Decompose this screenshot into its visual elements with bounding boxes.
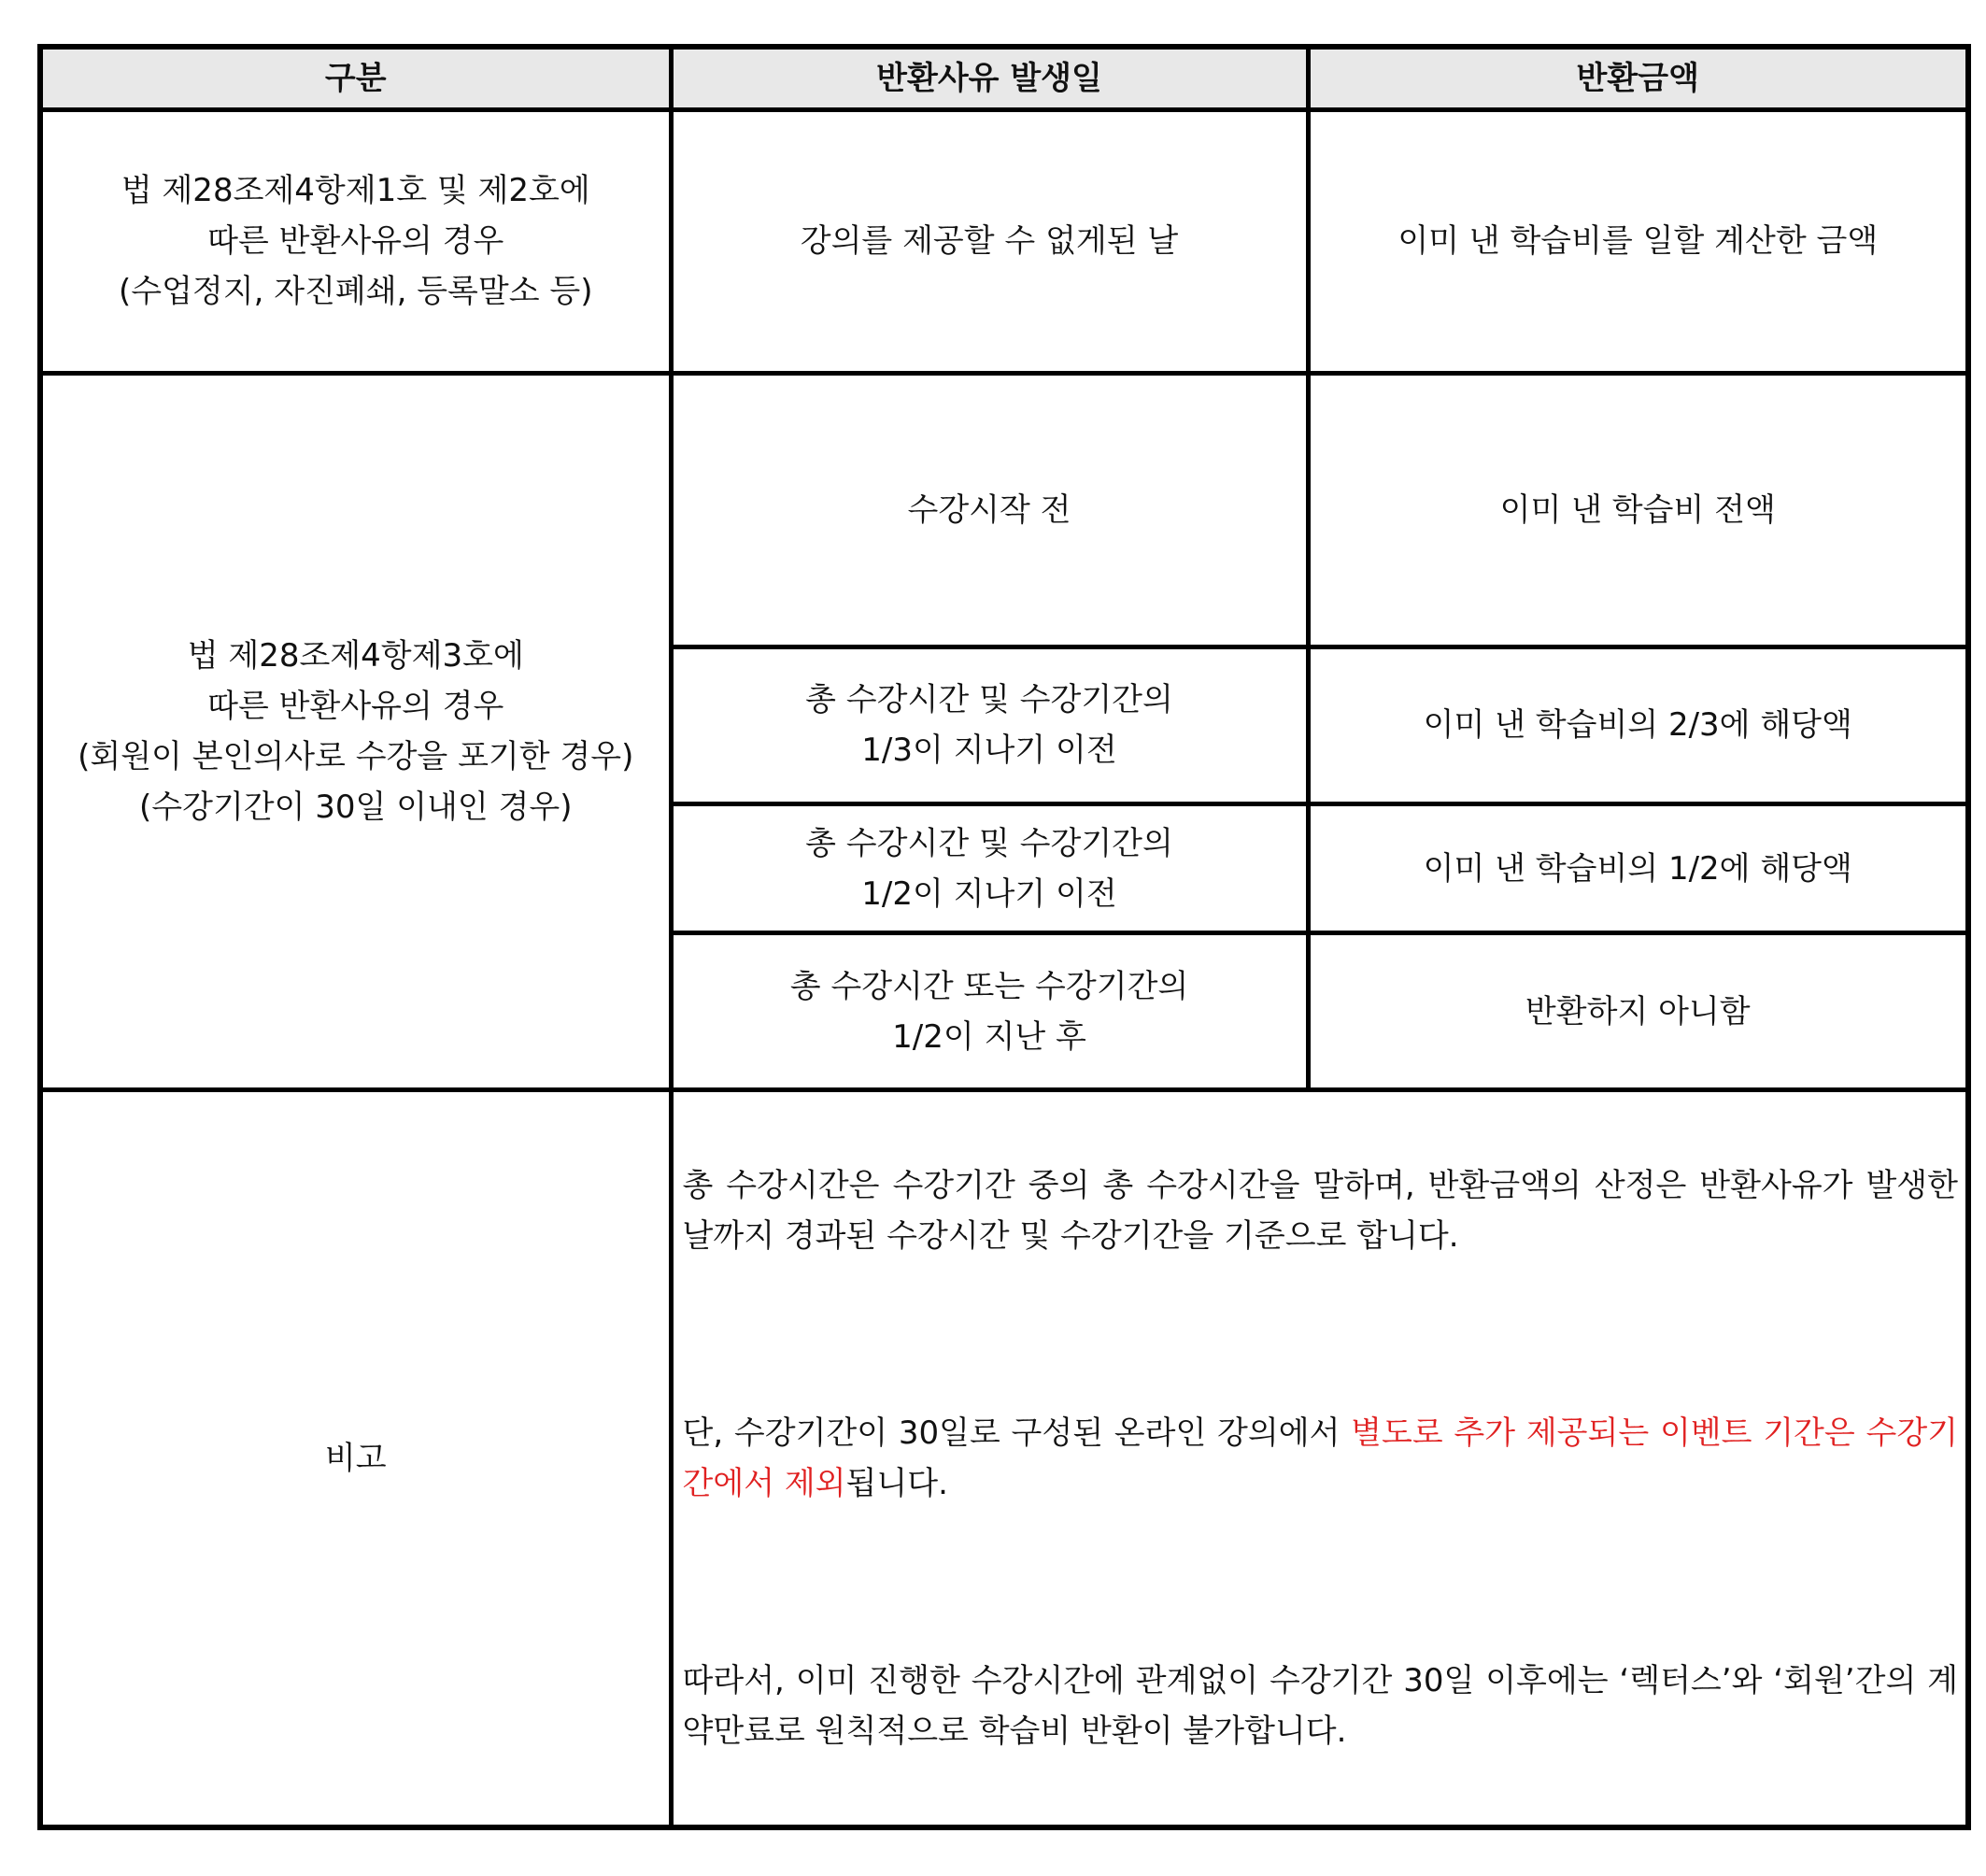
section2-date-cell [671,803,1308,932]
section2-category-line: (수강기간이 30일 이내인 경우) [139,789,573,827]
section2-amount-cell: 이미 낸 학습비의 2/3에 해당액 [1308,647,1968,803]
section2-date-cell [671,373,1308,647]
section2-amount-cell: 반환하지 아니함 [1308,933,1968,1090]
section1-date-cell [671,110,1308,374]
header-category: 구분 [40,47,671,110]
remarks-paragraph-2-tail: 됩니다. [845,1465,948,1503]
section2-category-line: (회원이 본인의사로 수강을 포기한 경우) [78,738,634,776]
table-header-row [40,47,1968,110]
date-line: 총 수강시간 또는 수강기간의 [789,967,1189,1005]
remarks-paragraph-1: 총 수강시간은 수강기간 중의 총 수강시간을 말하며, 반환금액의 산정은 반환사유가 발생한 날까지 경과된 수강시간 및 수강기간을 기준으로 합니다. [682,1167,1958,1256]
table-row [40,373,1968,647]
date-line: 1/2이 지나기 이전 [861,874,1117,913]
section2-date-cell [671,933,1308,1090]
date-line: 1/2이 지난 후 [892,1017,1086,1056]
section1-category-line: 법 제28조제4항제1호 및 제2호에 [121,172,590,210]
remarks-content-cell [671,1090,1968,1827]
date-line: 수강시작 전 [907,490,1071,529]
section2-amount-cell: 이미 낸 학습비 전액 [1308,373,1968,647]
section1-category-line: (수업정지, 자진폐쇄, 등록말소 등) [118,273,593,311]
section2-date-cell [671,647,1308,803]
date-line: 1/3이 지나기 이전 [861,732,1117,770]
remarks-paragraph-2 [683,1408,1959,1509]
section1-amount-cell: 이미 낸 학습비를 일할 계산한 금액 [1308,110,1968,374]
remarks-label-cell: 비고 [40,1090,671,1827]
section2-amount-cell: 이미 낸 학습비의 1/2에 해당액 [1308,803,1968,932]
table-row [40,1090,1968,1827]
remarks-paragraph-3: 따라서, 이미 진행한 수강시간에 관계없이 수강기간 30일 이후에는 ‘렉터스’와 ‘회원’간의 계약만료로 원칙적으로 학습비 반환이 불가합니다. [682,1662,1958,1751]
section1-category-line: 따른 반환사유의 경우 [207,222,504,261]
header-refund-amount: 반환금액 [1308,47,1968,110]
header-occurrence-date: 반환사유 발생일 [671,47,1308,110]
date-line: 총 수강시간 및 수강기간의 [805,681,1173,719]
section1-category-cell [40,110,671,374]
date-line: 강의를 제공할 수 없게된 날 [800,222,1179,261]
date-line: 총 수강시간 및 수강기간의 [805,824,1173,862]
section2-category-line: 법 제28조제4항제3호에 [187,637,524,675]
remarks-highlight-text: 별도로 추가 제공되는 이벤트 기간은 수강기간에서 제외 [682,1414,1959,1503]
remarks-paragraph-2-text: 단, 수강기간이 30일로 구성된 온라인 강의에서 [682,1414,1352,1453]
section2-category-line: 따른 반환사유의 경우 [207,688,504,726]
refund-policy-table [37,44,1971,1830]
table-row [40,110,1968,374]
section2-category-cell [40,373,671,1090]
